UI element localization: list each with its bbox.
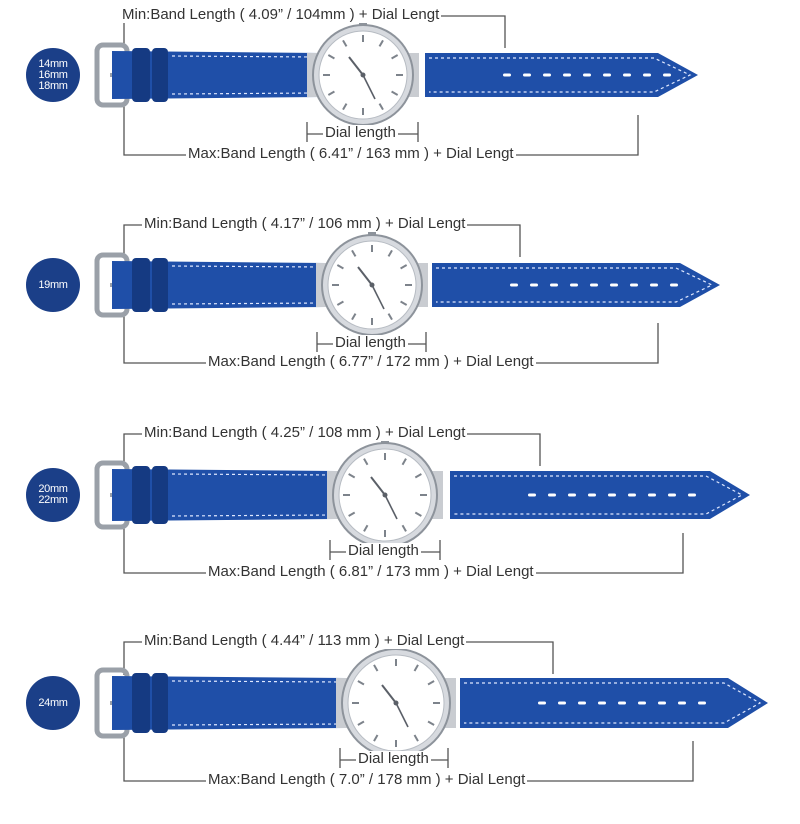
band-hole — [528, 494, 536, 497]
size-row — [0, 624, 800, 824]
band-illustration — [0, 624, 800, 824]
hand-pivot — [383, 493, 388, 498]
dial-length-label: Dial length — [348, 542, 419, 559]
strap-width-badge — [26, 48, 80, 102]
band-keeper — [132, 258, 150, 312]
min-length-label: Min:Band Length ( 4.25” / 108 mm ) + Dial Lengt — [144, 424, 466, 441]
band-hole — [578, 702, 586, 705]
band-hole — [503, 74, 511, 77]
min-length-label: Min:Band Length ( 4.17” / 106 mm ) + Dial Lengt — [144, 215, 466, 232]
band-hole — [623, 74, 631, 77]
strap-width-badge — [26, 676, 80, 730]
band-keeper — [152, 258, 168, 312]
strap-width-badge — [26, 468, 80, 522]
band-hole — [603, 74, 611, 77]
strap-width-label: 16mm — [38, 68, 68, 81]
band-hole — [688, 494, 696, 497]
band-hole — [538, 702, 546, 705]
dial-length-label: Dial length — [325, 124, 396, 141]
band-hole — [658, 702, 666, 705]
band-keeper — [132, 466, 150, 524]
strap-width-badge — [26, 258, 80, 312]
dial-length-label: Dial length — [335, 334, 406, 351]
band-hole — [698, 702, 706, 705]
band-hole — [550, 284, 558, 287]
band-keeper — [152, 466, 168, 524]
band-hole — [610, 284, 618, 287]
max-length-label: Max:Band Length ( 6.41” / 163 mm ) + Dial Lengt — [188, 145, 514, 162]
band-illustration — [0, 0, 800, 200]
band-hole — [670, 284, 678, 287]
band-keeper — [152, 673, 168, 733]
hand-pivot — [370, 283, 375, 288]
min-length-label: Min:Band Length ( 4.44” / 113 mm ) + Dial Lengt — [144, 632, 465, 649]
band-hole — [628, 494, 636, 497]
strap-width-label: 19mm — [38, 278, 68, 291]
band-hole — [678, 702, 686, 705]
band-hole — [510, 284, 518, 287]
size-row — [0, 208, 800, 408]
band-hole — [588, 494, 596, 497]
band-hole — [543, 74, 551, 77]
band-hole — [530, 284, 538, 287]
hand-pivot — [394, 701, 399, 706]
band-hole — [568, 494, 576, 497]
min-length-label: Min:Band Length ( 4.09” / 104mm ) + Dial Lengt — [122, 6, 440, 23]
band-hole — [663, 74, 671, 77]
band-hole — [608, 494, 616, 497]
dial-length-label: Dial length — [358, 750, 429, 767]
strap-width-label: 22mm — [38, 494, 68, 506]
band-hole — [668, 494, 676, 497]
band-hole — [648, 494, 656, 497]
band-keeper — [132, 48, 150, 102]
size-row — [0, 0, 800, 200]
band-keeper — [132, 673, 150, 733]
size-row — [0, 416, 800, 616]
band-hole-side — [460, 678, 768, 728]
band-hole — [590, 284, 598, 287]
band-hole — [630, 284, 638, 287]
hand-pivot — [361, 73, 366, 78]
band-hole — [523, 74, 531, 77]
band-hole — [558, 702, 566, 705]
band-hole-side — [450, 471, 750, 519]
band-hole — [563, 74, 571, 77]
max-length-label: Max:Band Length ( 7.0” / 178 mm ) + Dial Lengt — [208, 771, 526, 788]
band-illustration — [0, 416, 800, 616]
strap-width-label: 18mm — [38, 79, 68, 92]
band-hole — [650, 284, 658, 287]
strap-width-label: 20mm — [38, 483, 68, 495]
band-hole — [570, 284, 578, 287]
strap-width-label: 24mm — [38, 696, 68, 709]
band-illustration — [0, 208, 800, 408]
band-hole — [638, 702, 646, 705]
band-keeper — [152, 48, 168, 102]
band-hole — [548, 494, 556, 497]
band-hole — [618, 702, 626, 705]
max-length-label: Max:Band Length ( 6.81” / 173 mm ) + Dial Lengt — [208, 563, 534, 580]
band-hole — [583, 74, 591, 77]
max-length-label: Max:Band Length ( 6.77” / 172 mm ) + Dial Lengt — [208, 353, 534, 370]
strap-width-label: 14mm — [38, 57, 68, 70]
band-hole — [643, 74, 651, 77]
band-hole — [598, 702, 606, 705]
